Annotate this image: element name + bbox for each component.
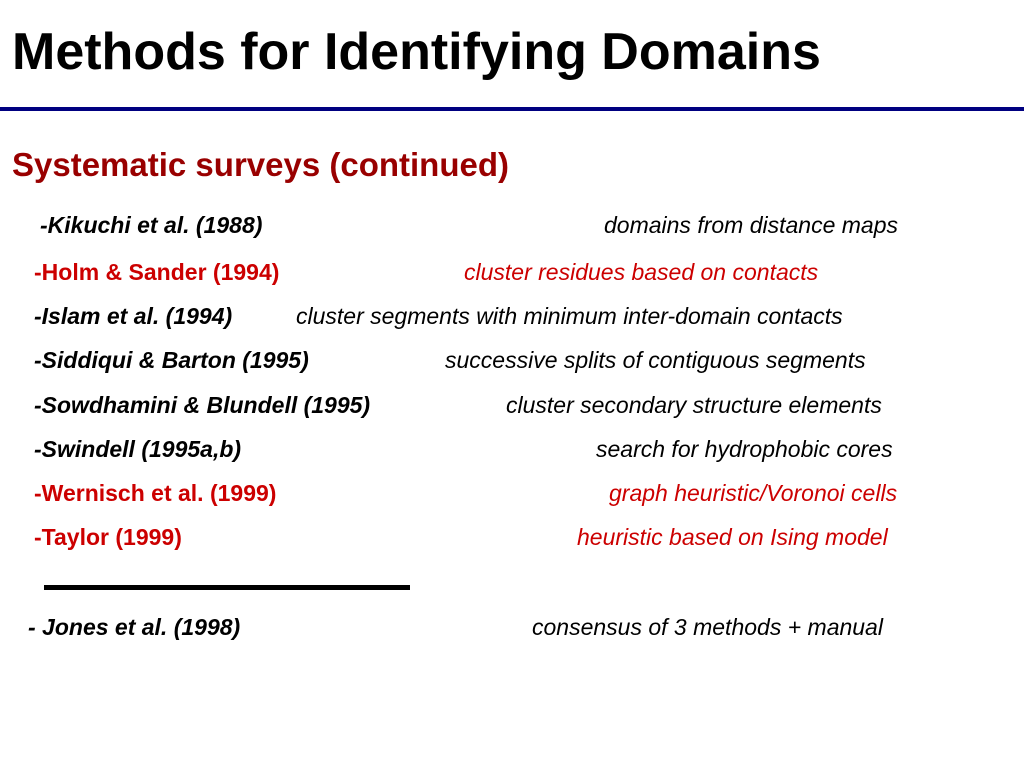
list-item-method: search for hydrophobic cores: [596, 436, 893, 462]
list-item-method: cluster segments with minimum inter-domain contacts: [296, 303, 843, 329]
list-item-method: domains from distance maps: [604, 212, 899, 238]
separator-line: [44, 585, 410, 590]
list-item-author: -Kikuchi et al. (1988): [40, 212, 263, 238]
list-item-method: cluster secondary structure elements: [506, 392, 882, 418]
list-item-author: -Taylor (1999): [34, 524, 182, 550]
list-item-method: successive splits of contiguous segments: [445, 347, 866, 373]
list-item-author: - Jones et al. (1998): [28, 614, 241, 640]
list-item-author: -Wernisch et al. (1999): [34, 480, 277, 506]
list-item-method: heuristic based on Ising model: [577, 524, 888, 550]
list-item-author: -Swindell (1995a,b): [34, 436, 242, 462]
list-item-method: cluster residues based on contacts: [464, 259, 819, 285]
list-item-author: -Siddiqui & Barton (1995): [34, 347, 309, 373]
list-item-author: -Holm & Sander (1994): [34, 259, 280, 285]
list-item-author: -Sowdhamini & Blundell (1995): [34, 392, 371, 418]
list-item-method: graph heuristic/Voronoi cells: [609, 480, 898, 506]
list-item-method: consensus of 3 methods + manual: [532, 614, 883, 640]
title-rule: [0, 107, 1024, 111]
slide-subtitle: Systematic surveys (continued): [12, 146, 509, 183]
slide-title: Methods for Identifying Domains: [12, 23, 821, 81]
list-item-author: -Islam et al. (1994): [34, 303, 233, 329]
